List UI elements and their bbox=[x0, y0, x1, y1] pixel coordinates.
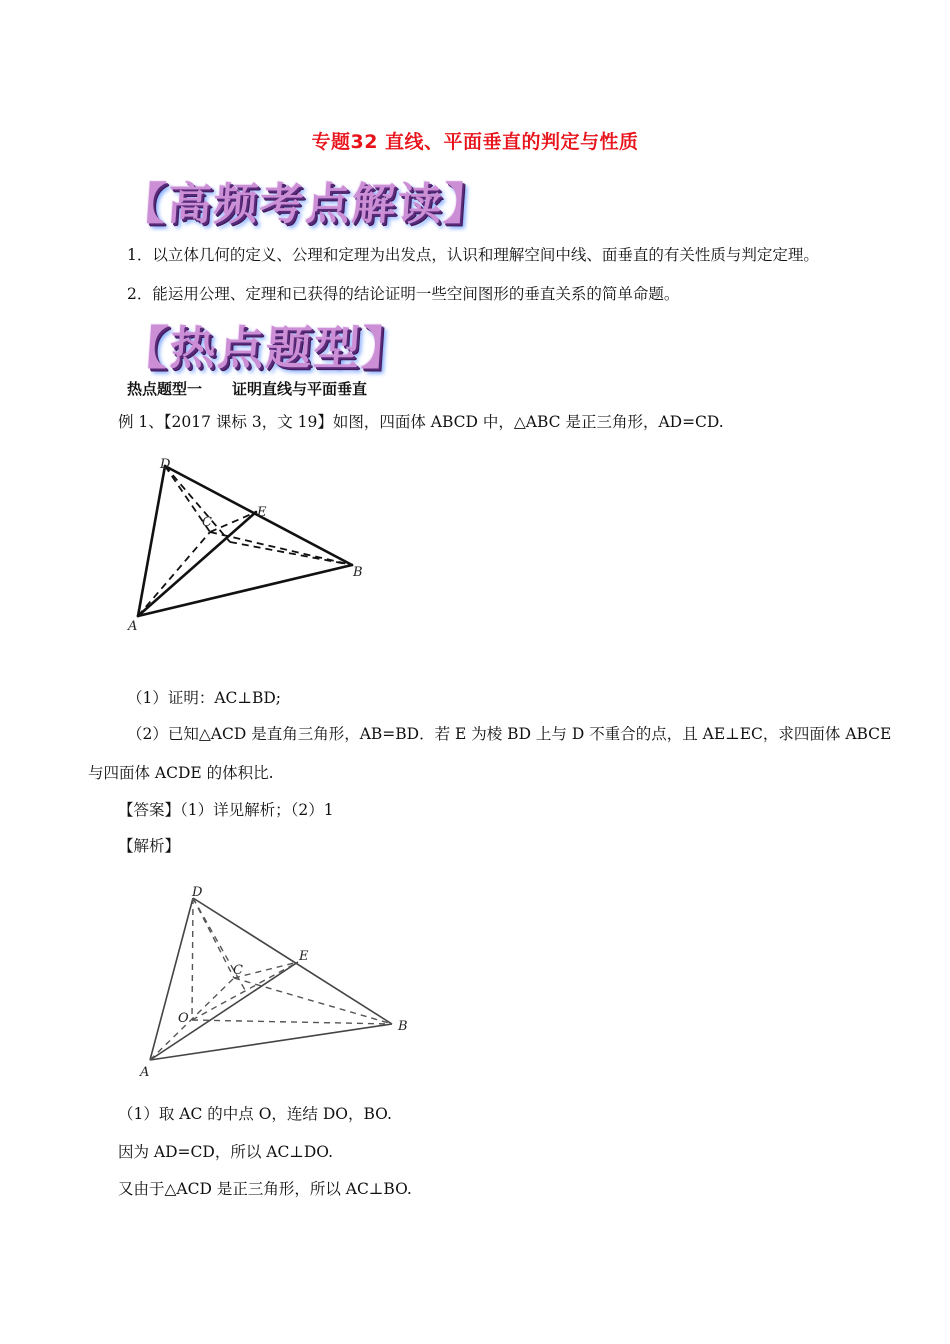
solution-step-3: 又由于△ACD 是正三角形，所以 AC⊥BO. bbox=[118, 1180, 412, 1198]
question-part-2-cont: 与四面体 ACDE 的体积比. bbox=[88, 764, 274, 782]
example-statement: 例 1、【2017 课标 3，文 19】如图，四面体 ABCD 中，△ABC 是正三角形，AD=CD. bbox=[118, 413, 724, 431]
fig1-label-c: C bbox=[202, 515, 212, 530]
solution-step-2: 因为 AD=CD，所以 AC⊥DO. bbox=[118, 1143, 334, 1161]
objective-1: 1．以立体几何的定义、公理和定理为出发点，认识和理解空间中线、面垂直的有关性质与判定定理。 bbox=[127, 246, 819, 264]
fig2-label-e: E bbox=[299, 949, 309, 964]
section-banner-frequent-topics: 【高频考点解读】 bbox=[119, 179, 492, 230]
objective-2: 2．能运用公理、定理和已获得的结论证明一些空间图形的垂直关系的简单命题。 bbox=[127, 285, 680, 303]
fig2-label-c: C bbox=[233, 963, 243, 978]
fig1-label-d: D bbox=[160, 457, 171, 472]
page-title: 专题32 直线、平面垂直的判定与性质 bbox=[311, 131, 639, 153]
tetrahedron-figure-1 bbox=[120, 450, 380, 640]
fig1-label-b: B bbox=[353, 565, 363, 580]
fig2-label-d: D bbox=[192, 885, 203, 900]
question-type-heading: 热点题型一 证明直线与平面垂直 bbox=[127, 380, 368, 398]
tetrahedron-figure-2 bbox=[130, 880, 420, 1080]
fig2-label-b: B bbox=[398, 1019, 408, 1034]
fig2-label-a: A bbox=[140, 1065, 150, 1080]
fig2-label-o: O bbox=[178, 1011, 189, 1026]
fig1-label-e: E bbox=[257, 505, 267, 520]
question-part-1: （1）证明：AC⊥BD; bbox=[127, 689, 282, 707]
question-part-2: （2）已知△ACD 是直角三角形，AB=BD．若 E 为棱 BD 上与 D 不重合的点，且 AE⊥EC，求四面体 ABCE bbox=[127, 725, 892, 743]
section-banner-hot-topics: 【热点题型】 bbox=[119, 321, 412, 375]
analysis-heading: 【解析】 bbox=[118, 837, 181, 855]
answer-line: 【答案】（1）详见解析；（2）1 bbox=[118, 801, 334, 819]
fig1-label-a: A bbox=[128, 619, 138, 634]
solution-step-1: （1）取 AC 的中点 O，连结 DO，BO. bbox=[118, 1105, 392, 1123]
